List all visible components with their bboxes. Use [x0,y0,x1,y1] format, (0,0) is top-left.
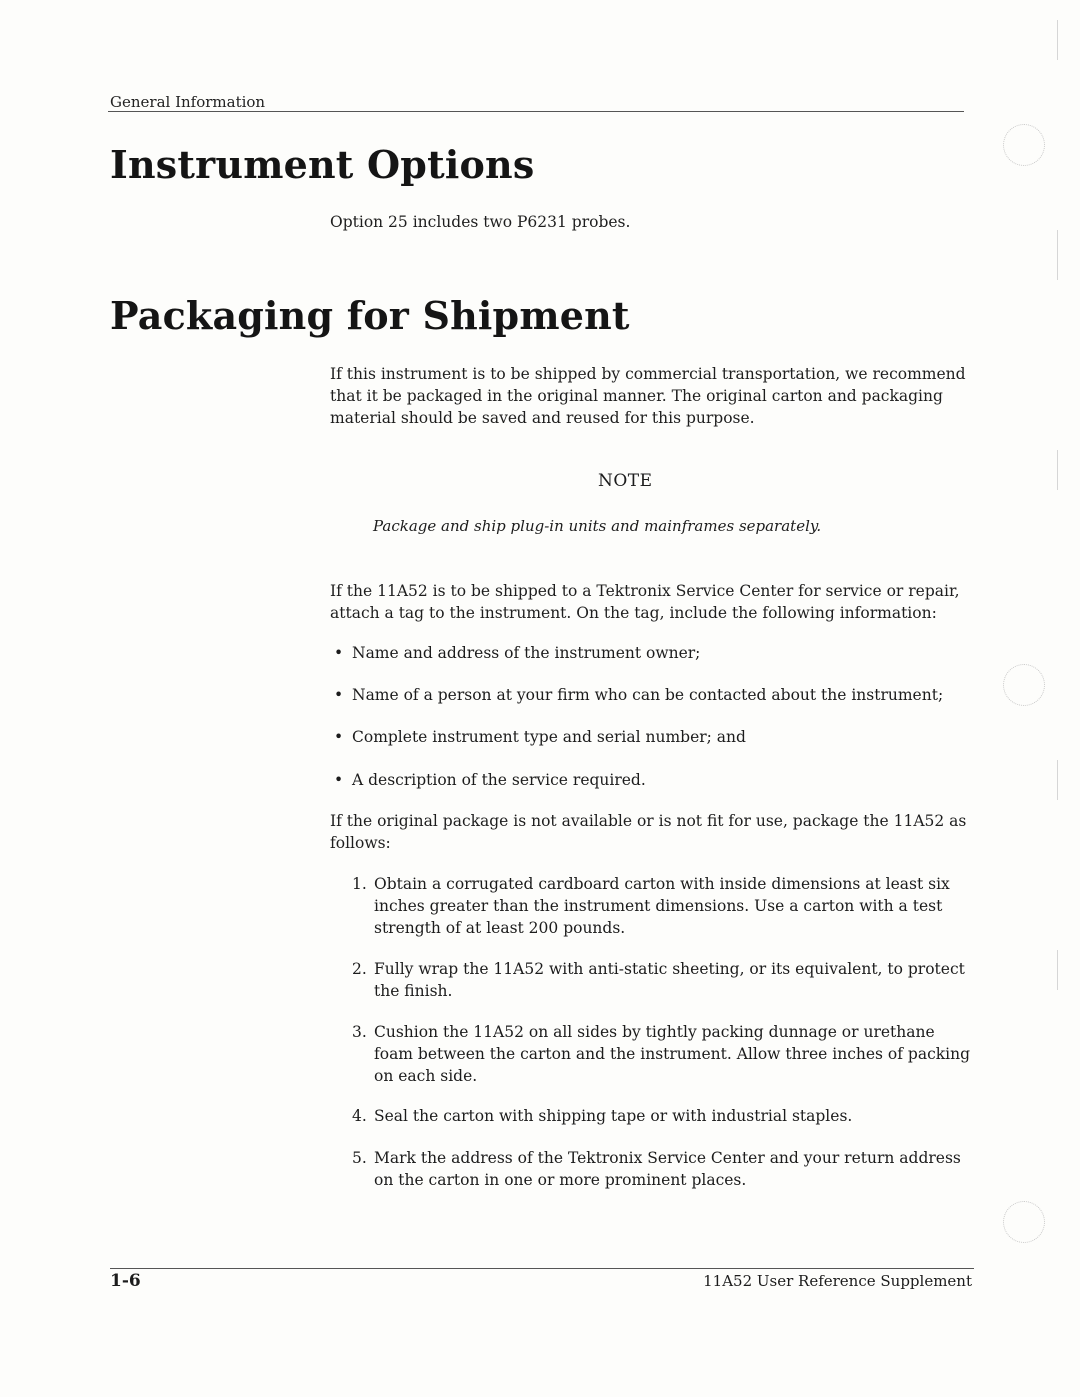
package-text: If the original package is not available or is not fit for use, package the 11A52 as follows: [330,812,967,852]
binder-hole-icon [1003,664,1045,706]
note-text: Package and ship plug-in units and mainframes separately. [373,517,822,535]
footer-rule [110,1268,974,1269]
margin-mark [1057,20,1058,60]
list-item: 3. Cushion the 11A52 on all sides by tightly packing dunnage or urethane foam between the carton and the instrument. Allow three inches of packing on each side. [352,1023,971,1085]
binder-hole-icon [1003,124,1045,166]
margin-mark [1057,950,1058,990]
list-item: 5. Mark the address of the Tektronix Service Center and your return address on the carton in one or more prominent places. [352,1149,961,1189]
running-head: General Information [110,93,266,111]
page-number: 1-6 [110,1271,141,1291]
binder-hole-icon [1003,1201,1045,1243]
note-title: NOTE [598,471,653,491]
list-item: • A description of the service required. [334,771,646,789]
margin-mark [1057,230,1058,280]
list-item: 4. Seal the carton with shipping tape or with industrial staples. [352,1107,853,1125]
list-item: • Complete instrument type and serial number; and [334,728,746,746]
options-text: Option 25 includes two P6231 probes. [330,213,631,231]
margin-mark [1057,760,1058,800]
document-title: 11A52 User Reference Supplement [703,1272,972,1290]
section-title-instrument-options: Instrument Options [110,142,535,187]
list-item: • Name of a person at your firm who can be contacted about the instrument; [334,686,944,704]
bullet-icon: • [334,771,344,789]
packaging-intro: If this instrument is to be shipped by commercial transportation, we recommend that it be packaged in the original manner. The original carton and packaging material should be saved and reused for this purpose. [330,365,966,427]
section-title-packaging: Packaging for Shipment [110,293,630,338]
list-item: 2. Fully wrap the 11A52 with anti-static sheeting, or its equivalent, to protect the finish. [352,960,965,1000]
header-rule [108,111,964,112]
bullet-icon: • [334,644,344,662]
list-item: 1. Obtain a corrugated cardboard carton with inside dimensions at least six inches greater than the instrument dimensions. Use a carton with a test strength of at least 200 pounds. [352,875,950,937]
bullet-icon: • [334,686,344,704]
margin-mark [1057,450,1058,490]
list-item: • Name and address of the instrument owner; [334,644,701,662]
service-text: If the 11A52 is to be shipped to a Tektronix Service Center for service or repair, attach a tag to the instrument. On the tag, include the following information: [330,582,960,622]
bullet-icon: • [334,728,344,746]
